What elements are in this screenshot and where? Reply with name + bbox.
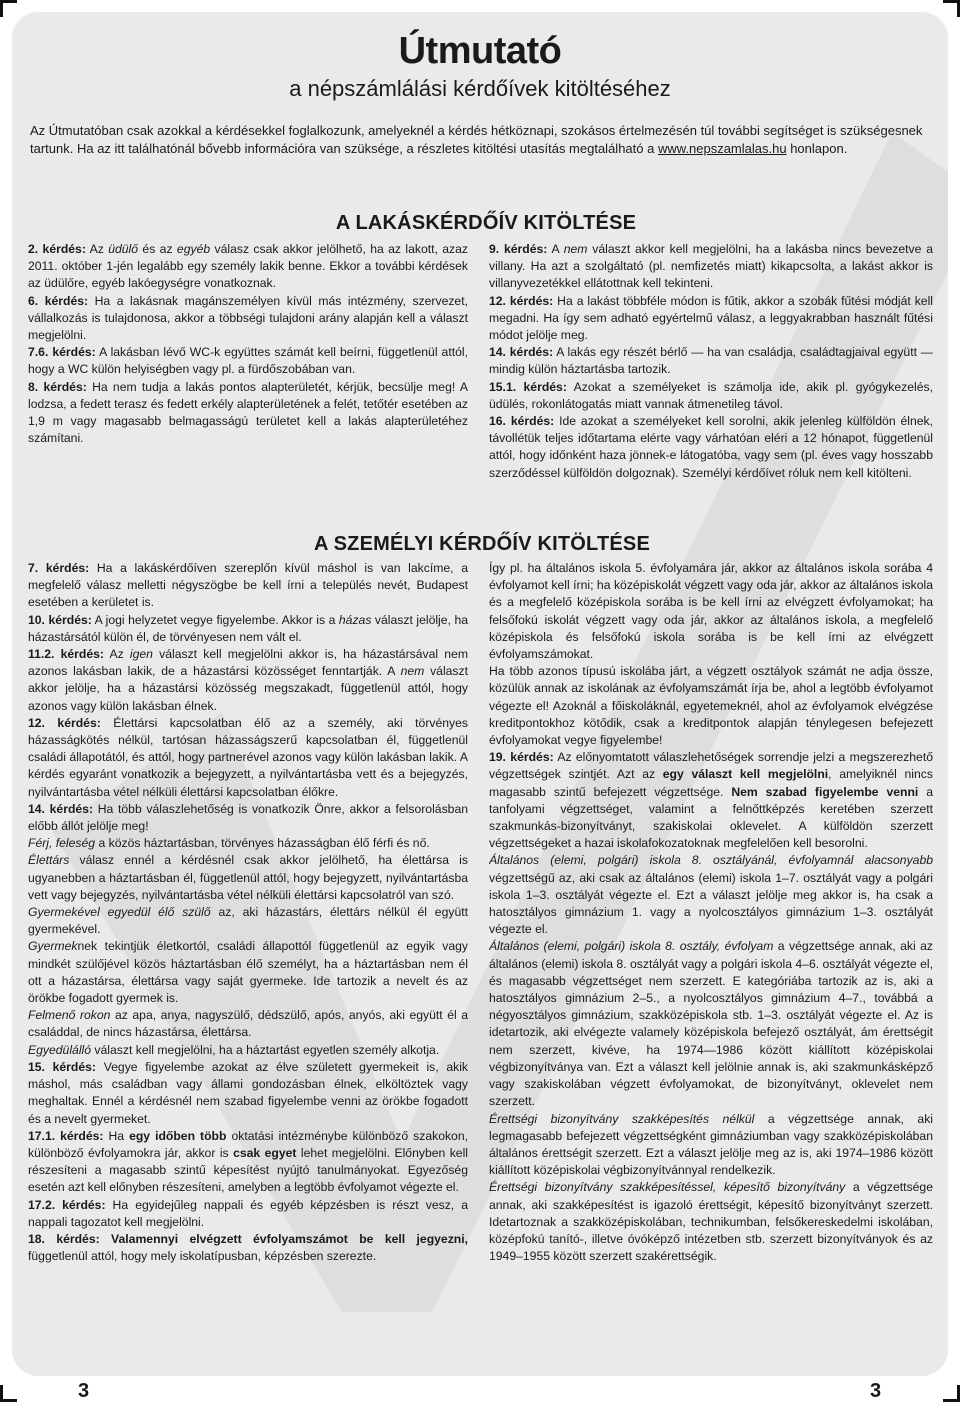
intro-paragraph xyxy=(30,122,934,158)
corner-mark-bottom-right xyxy=(943,1385,960,1402)
personal-column-left: 7. kérdés: Ha a lakáskérdőíven szereplőn kívül máshol is van lakcíme, a megfelelő válasz melletti négyszögbe be kell írni a település nevét, Budapest esetében a kerületet is. 10. kérdés: A jogi helyzetet vegye figyelembe. Akkor is a házas választ jelölje, ha házastársától külön él, de törvényesen nem vált el. 11.2. kérdés: Az igen választ kell megjelölni akkor is, ha házastársával nem azonos lakásban lakik, de a házastársi közösséget fenntartják. A nem választ akkor jelölje, ha a házastársi közösség megszakadt, függetlenül attól, hogy azonos vagy külön lakásban élnek. 12. kérdés: Élettársi kapcsolatban élő az a személy, aki törvényes házasságkötés nélkül, tartósan házasságszerű kapcsolatban él, függetlenül családi állapotától, és attól, hogy partnerével azonos vagy külön lakásban lakik. A kérdés egyaránt vonatkozik a bejegyzett, a nyilvántartásba vett és a bejegyzés, nyilvántartásba vétel nélküli élettársi kapcsolatban élőkre. 14. kérdés: Ha több válaszlehetőség is vonatkozik Önre, akkor a felsorolásban előbb állót jelölje meg! Férj, feleség a közös háztartásban, törvényes házasságban élő férfi és nő. Élettárs válasz ennél a kérdésnél csak akkor jelölhető, ha élettársa is ugyanebben a háztartásban él, függetlenül attól, hogy bejegyzett, nyilvántartásba vett vagy bejegyzés, nyilvántartásba vétel nélküli élettársi kapcsolatról van szó. Gyermekével egyedül élő szülő az, aki házastárs, élettárs nélkül él együtt gyermekével. Gyermeknek tekintjük életkortól, családi állapottól függetlenül az egyik vagy mindkét szülőjével közös háztartásban élő személyt, ha a háztartásban nem él ott a házastársa, élettársa vagy saját gyermeke. Ide tartozik a nevelt és az örökbe fogadott gyermek is. Felmenő rokon az apa, anya, nagyszülő, dédszülő, após, anyós, aki együtt él a családdal, de nincs házastársa, élettársa. Egyedülálló választ kell megjelölni, ha a háztartást egyetlen személy alkotja. 15. kérdés: Vegye figyelembe azokat az élve született gyermekeit is, akik máshol, más családban vagy állami gondozásban élnek, elköltöztek vagy meghaltak. Ennél a kérdésnél nem szabad figyelembe venni az örökbe fogadott és a nevelt gyermeket. 17.1. kérdés: Ha egy időben több oktatási intézménybe különböző szakokon, különböző évfolyamokra jár, akkor is csak egyet lehet megjelölni. Előnyben kell részesíteni a magasabb szintű képesítést nyújtó tanulmányokat. Egyezőség esetén azt kell előnyben részesíteni, amelyben a legtöbb évfolyamot végezte el. 17.2. kérdés: Ha egyidejűleg nappali és egyéb képzésben is részt vesz, a nappali tagozatot kell megjelölni. 18. kérdés: Valamennyi elvégzett évfolyamszámot be kell jegyezni, függetlenül attól, hogy mely iskolatípusban, képzésben szerezte. xyxy=(28,561,468,1264)
section-heading-personal: A SZEMÉLYI KÉRDŐÍV KITÖLTÉSE xyxy=(313,533,650,555)
section-heading-dwelling: A LAKÁSKÉRDŐÍV KITÖLTÉSE xyxy=(335,212,637,234)
personal-column-right: Így pl. ha általános iskola 5. évfolyamára jár, akkor az általános iskola sorába 4 évfolyamot kell írni; ha középiskolát végzett vagy oda jár, akkor az általános iskola és a megfelelő középiskola sorába is be kell írni az elvégzett évfolyamokat; ha felsőfokú iskolát végzett vagy oda jár, akkor az általános iskola, a megfelelő középiskola és felsőfokú iskola sorába is be kell írni az elvégzett évfolyamszámokat. Ha több azonos típusú iskolába járt, a végzett osztályok számát ne adja össze, közülük annak az iskolának az évfolyamszámát írja be, ahol a legtöbb évfolyamot végezte el! Azoknál a főiskoláknál, egyetemeknél, ahol az évfolyamok elvégzése kreditpontokhoz kötődik, csak a kreditpontok alapján ténylegesen befejezett évfolyamokat vegye figyelembe! 19. kérdés: Az előnyomtatott válaszlehetőségek sorrendje jelzi a megszerezhető végzettségek szintjét. Azt az egy választ kell megjelölni, amelyiknél nincs magasabb szintű befejezett végzettsége. Nem szabad figyelembe venni a tanfolyami végzettséget, valamint a felnőttképzés keretében szerzett szakmunkás-bizonyítványt, szakiskolai oklevelet. A külföldön szerzett végzettségeket a hazai iskolafokozatoknak megfelelően kell besorolni. Általános (elemi, polgári) iskola 8. osztályánál, évfolyamnál alacsonyabb végzettségű az, aki csak az általános (elemi) iskola 1–7. osztályát vagy a polgári iskola 1–3. osztályát végezte el. Ezt a választ jelölje meg akkor is, ha csak a hatosztályos gimnázium 1. vagy a nyolcosztályos gimnázium 1–3. osztályát végezte el. Általános (elemi, polgári) iskola 8. osztály, évfolyam a végzettsége annak, aki az általános (elemi) iskola 8. osztályát vagy a polgári iskola 4–6. osztályát végezte el, és magasabb végzettséget nem szerzett. E kategóriába tartozik az is, aki a hatosztályos gimnázium 2–5., a nyolcosztályos gimnázium 4–7., továbbá a négyosztályos gimnázium, szakközépiskola stb. 1–3. osztályát végezte el. Az is idetartozik, aki elvégezte valamely középiskola befejező osztályát, ám érettségit nem szerzett, kivéve, ha 1974—1986 között kiállított középiskolai végbizonyítványa van. Ezt a választ kell jelölnie annak is, aki szakmunkásképző vagy szakiskolában végzett évfolyamokat, de bizonyítványt, oklevelet nem szerzett. Érettségi bizonyítvány szakképesítés nélkül a végzettsége annak, aki legmagasabb befejezett végzettségként gimnáziumban vagy szakközépiskolában általános érettségit szerzett. Ezt a választ jelölje meg az is, aki 1974–1986 között kiállított középiskolai végbizonyítvánnyal rendelkezik. Érettségi bizonyítvány szakképesítéssel, képesítő bizonyítvány a végzettsége annak, aki szakképesítést is igazoló érettségit, képesítő bizonyítványt szerzett. Idetartoznak a szakközépiskolában, technikumban, felsőkereskedelmi iskolában, középfokú tanító-, illetve óvóképző intézetben stb. szerzett bizonyítványok és az 1949–1955 között szerzett szakérettségik. xyxy=(489,561,933,1264)
page-panel xyxy=(12,12,948,1376)
page-number-left: 3 xyxy=(78,1380,90,1402)
intro-text-end: honlapon. xyxy=(786,141,848,156)
page-subtitle: a népszámlálási kérdőívek kitöltéséhez xyxy=(289,76,671,101)
dwelling-column-left: 2. kérdés: Az üdülő és az egyéb válasz csak akkor jelölhető, ha az lakott, azaz 2011. október 1-jén legalább egy személy lakik benne. Ekkor a további kérdések az üdülőre, egyéb lakóegységre vonatkoznak. 6. kérdés: Ha a lakásnak magánszemélyen kívül más intézmény, szervezet, vállalkozás is tulajdonosa, akkor a többségi tulajdoni arány alapján kell a választ megjelölni. 7.6. kérdés: A lakásban lévő WC-k együttes számát kell beírni, függetlenül attól, hogy a WC külön helyiségben vagy pl. a fürdőszobában van. 8. kérdés: Ha nem tudja a lakás pontos alapterületét, kérjük, becsülje meg! A lodzsa, a fedett terasz és fedett erkély alapterületének a felét, tetőtér esetében az 1,9 m vagy magasabb belmagasságú területet kell a lakás alapterületéhez számítani. xyxy=(28,242,469,446)
page-title: Útmutató xyxy=(398,30,562,72)
dwelling-column-right: 9. kérdés: A nem választ akkor kell megjelölni, ha a lakásba nincs bevezetve a villany. Ha azt a szolgáltató (pl. nemfizetés miatt) kikapcsolta, a lakást akkor is villanyvezetékkel ellátottnak kell tekinteni. 12. kérdés: Ha a lakást többféle módon is fűtik, akkor a szobák fűtési módját kell megadni. Ha így sem adható egyértelmű válasz, a leggyakrabban használt fűtési módot jelölje meg. 14. kérdés: A lakás egy részét bérlő — ha van családja, családtagjaival együtt — mindig külön háztartásba tartozik. 15.1. kérdés: Azokat a személyeket is számolja ide, akik pl. gyógykezelés, üdülés, rokonlátogatás miatt vannak átmenetileg távol. 16. kérdés: Ide azokat a személyeket kell sorolni, akik jelenleg külföldön élnek, távollétük teljes időtartama elérte vagy várhatóan eléri a 12 hónapot, függetlenül attól, hogy időnként haza jönnek-e látogatóba, vagy sem (pl. éves vagy hosszabb szerződéssel külföldön dolgoznak). Személyi kérdőívet róluk nem kell kitölteni. xyxy=(489,242,934,480)
corner-mark-top-right xyxy=(943,0,960,17)
corner-mark-top-left xyxy=(0,0,17,17)
intro-text: Az Útmutatóban csak azokkal a kérdésekkel foglalkozunk, amelyeknél a kérdés hétköznapi, szokásos értelmezésén túl további segítséget is szükségesnek tartunk. Ha az itt találhatónál bővebb információra van szüksége, a részletes kitöltési utasítás megtalálható a xyxy=(30,123,923,156)
corner-mark-bottom-left xyxy=(0,1385,17,1402)
page-number-right: 3 xyxy=(870,1380,882,1402)
website-link[interactable]: www.nepszamlalas.hu xyxy=(657,141,787,156)
